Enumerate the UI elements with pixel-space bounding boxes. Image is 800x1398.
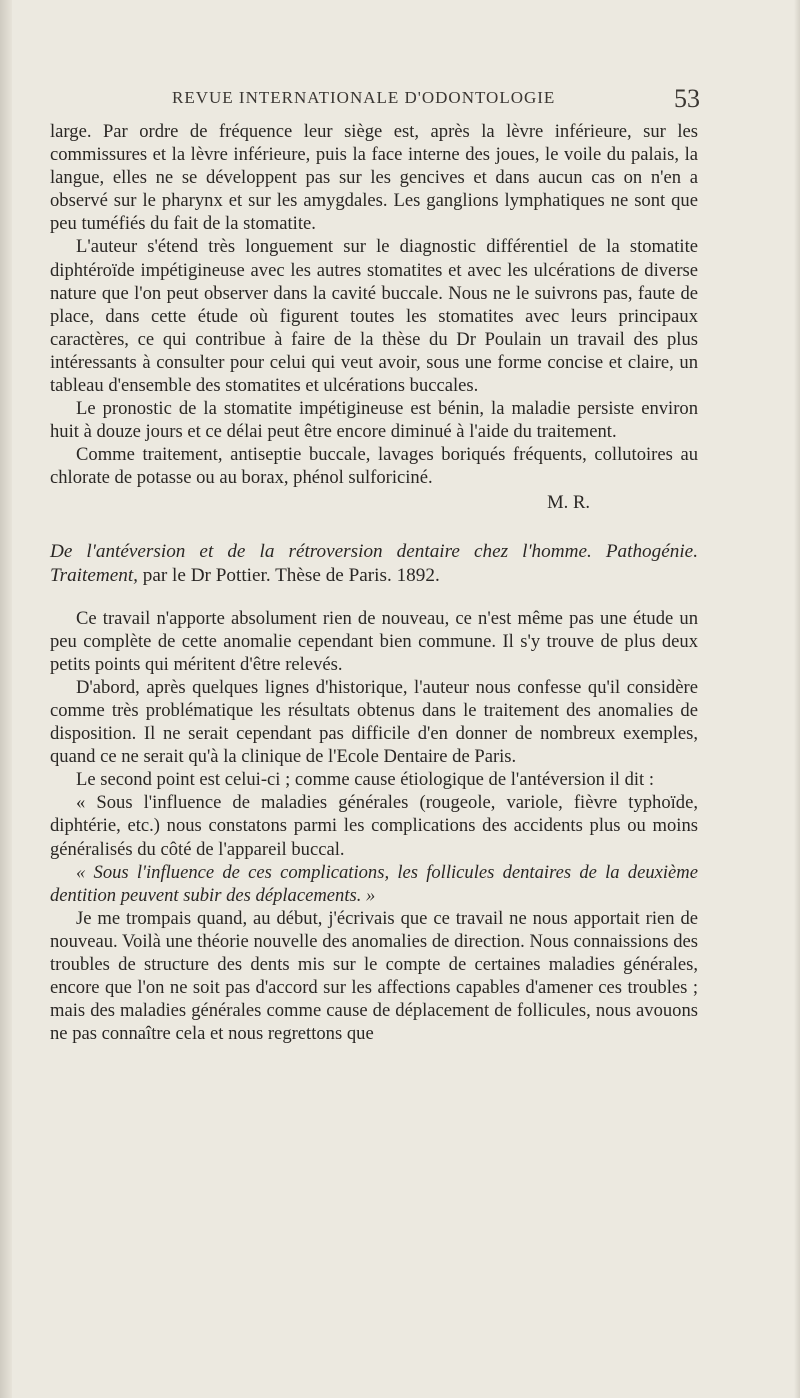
paragraph-prognostic: Le pronostic de la stomatite impétigineuse est bénin, la maladie persiste environ huit à douze jours et ce délai peut être encore diminué à l'aide du traitement. (50, 398, 698, 443)
page-number: 53 (674, 84, 700, 113)
review-title-citation: par le Dr Pottier. Thèse de Paris. 1892. (137, 565, 440, 587)
page-right-edge (794, 0, 800, 1398)
review-quote-2: « Sous l'influence de ces complications, les follicules dentaires de la deuxième dentition peuvent subir des déplacements. » (50, 861, 698, 906)
running-title: REVUE INTERNATIONALE D'ODONTOLOGIE (172, 88, 556, 107)
review-paragraph-intro: Ce travail n'apporte absolument rien de nouveau, ce n'est même pas une étude un peu complète de cette anomalie cependant bien commune. Il s'y trouve de plus deux petits points qui méritent d'être relevés. (50, 607, 698, 675)
review-paragraph-conclusion: Je me trompais quand, au début, j'écrivais que ce travail ne nous apportait rien de nouveau. Voilà une théorie nouvelle des anomalies de direction. Nous connaissions des troubles de structure des dents mis sur le compte de certaines maladies générales, encore que l'on ne soit pas d'accord sur les affections capables d'amener ces troubles ; mais des maladies générales comme cause de déplacement de follicules, nous avouons ne pas connaître cela et nous regrettons que (50, 907, 698, 1045)
author-signature: M. R. (547, 491, 590, 513)
article-body (50, 120, 698, 1045)
page-binding-edge (0, 0, 12, 1398)
review-title-italic: De l'antéversion et de la rétroversion dentaire chez l'homme. Pathogénie. Traitement, (50, 540, 698, 587)
paragraph-diagnostic: L'auteur s'étend très longuement sur le diagnostic différentiel de la stomatite diphtéroïde impétigineuse avec les autres stomatites et avec les ulcérations de diverse nature que l'on peut observer dans la cavité buccale. Nous ne le suivrons pas, faute de place, dans cette étude où figurent toutes les stomatites avec leurs principaux caractères, ce qui contribue à faire de la thèse du Dr Poulain un travail des plus intéressants à consulter pour celui qui veut avoir, sous une forme concise et claire, un tableau d'ensemble des stomatites et ulcérations buccales. (50, 236, 698, 397)
review-paragraph-first-point: D'abord, après quelques lignes d'historique, l'auteur nous confesse qu'il considère comme très problématique les résultats obtenus dans le traitement des anomalies de disposition. Il ne serait cependant pas difficile d'en donner de nombreux exemples, quand ce ne serait qu'à la clinique de l'Ecole Dentaire de Paris. (50, 676, 698, 768)
review-title (50, 540, 698, 589)
paragraph-continuation: large. Par ordre de fréquence leur siège est, après la lèvre inférieure, sur les commissures et la lèvre inférieure, puis la face interne des joues, le voile du palais, la langue, elles ne se développent pas sur les gencives et dans aucun cas on n'en a observé sur le pharynx et sur les amygdales. Les ganglions lymphatiques ne sont que peu tuméfiés du fait de la stomatite. (50, 121, 698, 235)
page-header (172, 86, 700, 114)
review-quote-1: « Sous l'influence de maladies générales (rougeole, variole, fièvre typhoïde, diphtérie, etc.) nous constatons parmi les complications des accidents plus ou moins généralisés du côté de l'appareil buccal. (50, 792, 698, 860)
review-paragraph-second-point: Le second point est celui-ci ; comme cause étiologique de l'antéversion il dit : (76, 769, 655, 791)
paragraph-treatment: Comme traitement, antiseptie buccale, lavages boriqués fréquents, collutoires au chlorate de potasse ou au borax, phénol sulforiciné. (50, 444, 698, 489)
